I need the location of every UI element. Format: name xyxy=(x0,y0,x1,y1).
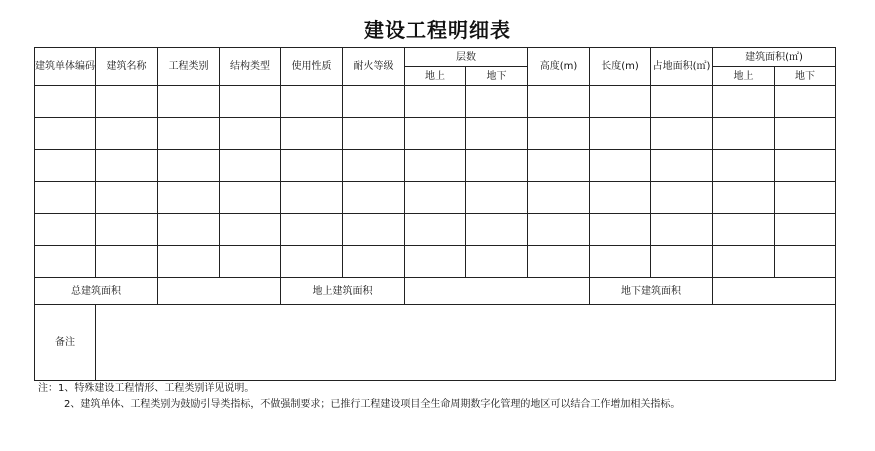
table-cell[interactable] xyxy=(528,118,590,150)
table-cell[interactable] xyxy=(590,86,651,118)
table-cell[interactable] xyxy=(466,86,528,118)
header-project-category: 工程类别 xyxy=(158,48,220,86)
table-cell[interactable] xyxy=(775,214,836,246)
table-cell[interactable] xyxy=(775,150,836,182)
table-cell[interactable] xyxy=(158,118,220,150)
above-ground-area-value[interactable] xyxy=(405,278,590,305)
table-cell[interactable] xyxy=(281,118,343,150)
table-cell[interactable] xyxy=(220,150,281,182)
remarks-row xyxy=(35,305,836,381)
header-structure-type: 结构类型 xyxy=(220,48,281,86)
construction-detail-table xyxy=(34,47,836,381)
table-cell[interactable] xyxy=(158,246,220,278)
table-cell[interactable] xyxy=(220,246,281,278)
table-cell[interactable] xyxy=(343,86,405,118)
table-cell[interactable] xyxy=(158,182,220,214)
table-cell[interactable] xyxy=(528,86,590,118)
table-cell[interactable] xyxy=(35,118,96,150)
table-cell[interactable] xyxy=(158,214,220,246)
table-cell[interactable] xyxy=(35,150,96,182)
table-cell[interactable] xyxy=(713,182,775,214)
table-cell[interactable] xyxy=(590,214,651,246)
table-cell[interactable] xyxy=(651,118,713,150)
table-cell[interactable] xyxy=(343,214,405,246)
table-cell[interactable] xyxy=(775,86,836,118)
table-cell[interactable] xyxy=(220,214,281,246)
table-cell[interactable] xyxy=(158,86,220,118)
table-cell[interactable] xyxy=(713,214,775,246)
table-cell[interactable] xyxy=(343,118,405,150)
below-ground-area-value[interactable] xyxy=(713,278,836,305)
table-cell[interactable] xyxy=(220,118,281,150)
table-cell[interactable] xyxy=(466,118,528,150)
footnote-2: 2、建筑单体、工程类别为鼓励引导类指标，不做强制要求；已推行工程建设项目全生命周期数字化管理的地区可以结合工作增加相关指标。 xyxy=(64,399,681,410)
table-cell[interactable] xyxy=(220,86,281,118)
table-cell[interactable] xyxy=(281,182,343,214)
table-cell[interactable] xyxy=(466,246,528,278)
header-floors-below: 地下 xyxy=(466,67,528,86)
table-cell[interactable] xyxy=(466,150,528,182)
table-cell[interactable] xyxy=(775,118,836,150)
table-cell[interactable] xyxy=(35,214,96,246)
footnotes xyxy=(38,381,680,413)
table-cell[interactable] xyxy=(466,214,528,246)
table-cell[interactable] xyxy=(35,86,96,118)
table-row xyxy=(35,214,836,246)
header-fire-rating: 耐火等级 xyxy=(343,48,405,86)
table-cell[interactable] xyxy=(96,246,158,278)
table-cell[interactable] xyxy=(35,246,96,278)
table-cell[interactable] xyxy=(651,246,713,278)
header-length: 长度(m) xyxy=(590,48,651,86)
table-cell[interactable] xyxy=(713,246,775,278)
table-row xyxy=(35,150,836,182)
table-cell[interactable] xyxy=(343,246,405,278)
table-row xyxy=(35,246,836,278)
table-cell[interactable] xyxy=(651,150,713,182)
table-row xyxy=(35,86,836,118)
table-cell[interactable] xyxy=(775,246,836,278)
table-cell[interactable] xyxy=(405,118,466,150)
header-floors-above: 地上 xyxy=(405,67,466,86)
table-cell[interactable] xyxy=(528,182,590,214)
table-cell[interactable] xyxy=(713,150,775,182)
table-cell[interactable] xyxy=(590,182,651,214)
table-cell[interactable] xyxy=(590,118,651,150)
header-unit-code: 建筑单体编码 xyxy=(35,48,96,86)
table-row xyxy=(35,118,836,150)
table-cell[interactable] xyxy=(343,150,405,182)
remarks-field[interactable] xyxy=(96,305,836,381)
table-cell[interactable] xyxy=(466,182,528,214)
table-cell[interactable] xyxy=(651,86,713,118)
table-cell[interactable] xyxy=(220,182,281,214)
header-area-below: 地下 xyxy=(775,67,836,86)
remarks-label: 备注 xyxy=(35,305,96,381)
below-ground-area-label: 地下建筑面积 xyxy=(590,278,713,305)
table-cell[interactable] xyxy=(281,214,343,246)
table-cell[interactable] xyxy=(590,150,651,182)
table-cell[interactable] xyxy=(405,246,466,278)
total-area-label: 总建筑面积 xyxy=(35,278,158,305)
table-row xyxy=(35,182,836,214)
table-cell[interactable] xyxy=(96,182,158,214)
table-cell[interactable] xyxy=(35,182,96,214)
table-cell[interactable] xyxy=(405,150,466,182)
table-cell[interactable] xyxy=(343,182,405,214)
header-floor-area: 建筑面积(㎡) xyxy=(713,48,836,67)
table-cell[interactable] xyxy=(775,182,836,214)
table-cell[interactable] xyxy=(590,246,651,278)
table-cell[interactable] xyxy=(713,118,775,150)
header-usage-nature: 使用性质 xyxy=(281,48,343,86)
header-floors: 层数 xyxy=(405,48,528,67)
header-building-name: 建筑名称 xyxy=(96,48,158,86)
table-cell[interactable] xyxy=(528,214,590,246)
table-cell[interactable] xyxy=(96,118,158,150)
header-footprint: 占地面积(㎡) xyxy=(651,48,713,86)
total-area-value[interactable] xyxy=(158,278,281,305)
table-cell[interactable] xyxy=(713,86,775,118)
footnote-1: 注：1、特殊建设工程情形、工程类别详见说明。 xyxy=(38,383,255,394)
above-ground-area-label: 地上建筑面积 xyxy=(281,278,405,305)
table-cell[interactable] xyxy=(405,86,466,118)
table-cell[interactable] xyxy=(281,150,343,182)
table-cell[interactable] xyxy=(528,246,590,278)
table-cell[interactable] xyxy=(528,150,590,182)
table-cell[interactable] xyxy=(651,182,713,214)
table-cell[interactable] xyxy=(96,214,158,246)
table-cell[interactable] xyxy=(96,150,158,182)
header-area-above: 地上 xyxy=(713,67,775,86)
table-cell[interactable] xyxy=(281,86,343,118)
table-cell[interactable] xyxy=(405,182,466,214)
table-cell[interactable] xyxy=(405,214,466,246)
table-cell[interactable] xyxy=(158,150,220,182)
table-cell[interactable] xyxy=(281,246,343,278)
header-height: 高度(m) xyxy=(528,48,590,86)
page-title: 建设工程明细表 xyxy=(364,18,511,42)
table-cell[interactable] xyxy=(96,86,158,118)
table-cell[interactable] xyxy=(651,214,713,246)
totals-row xyxy=(35,278,836,305)
